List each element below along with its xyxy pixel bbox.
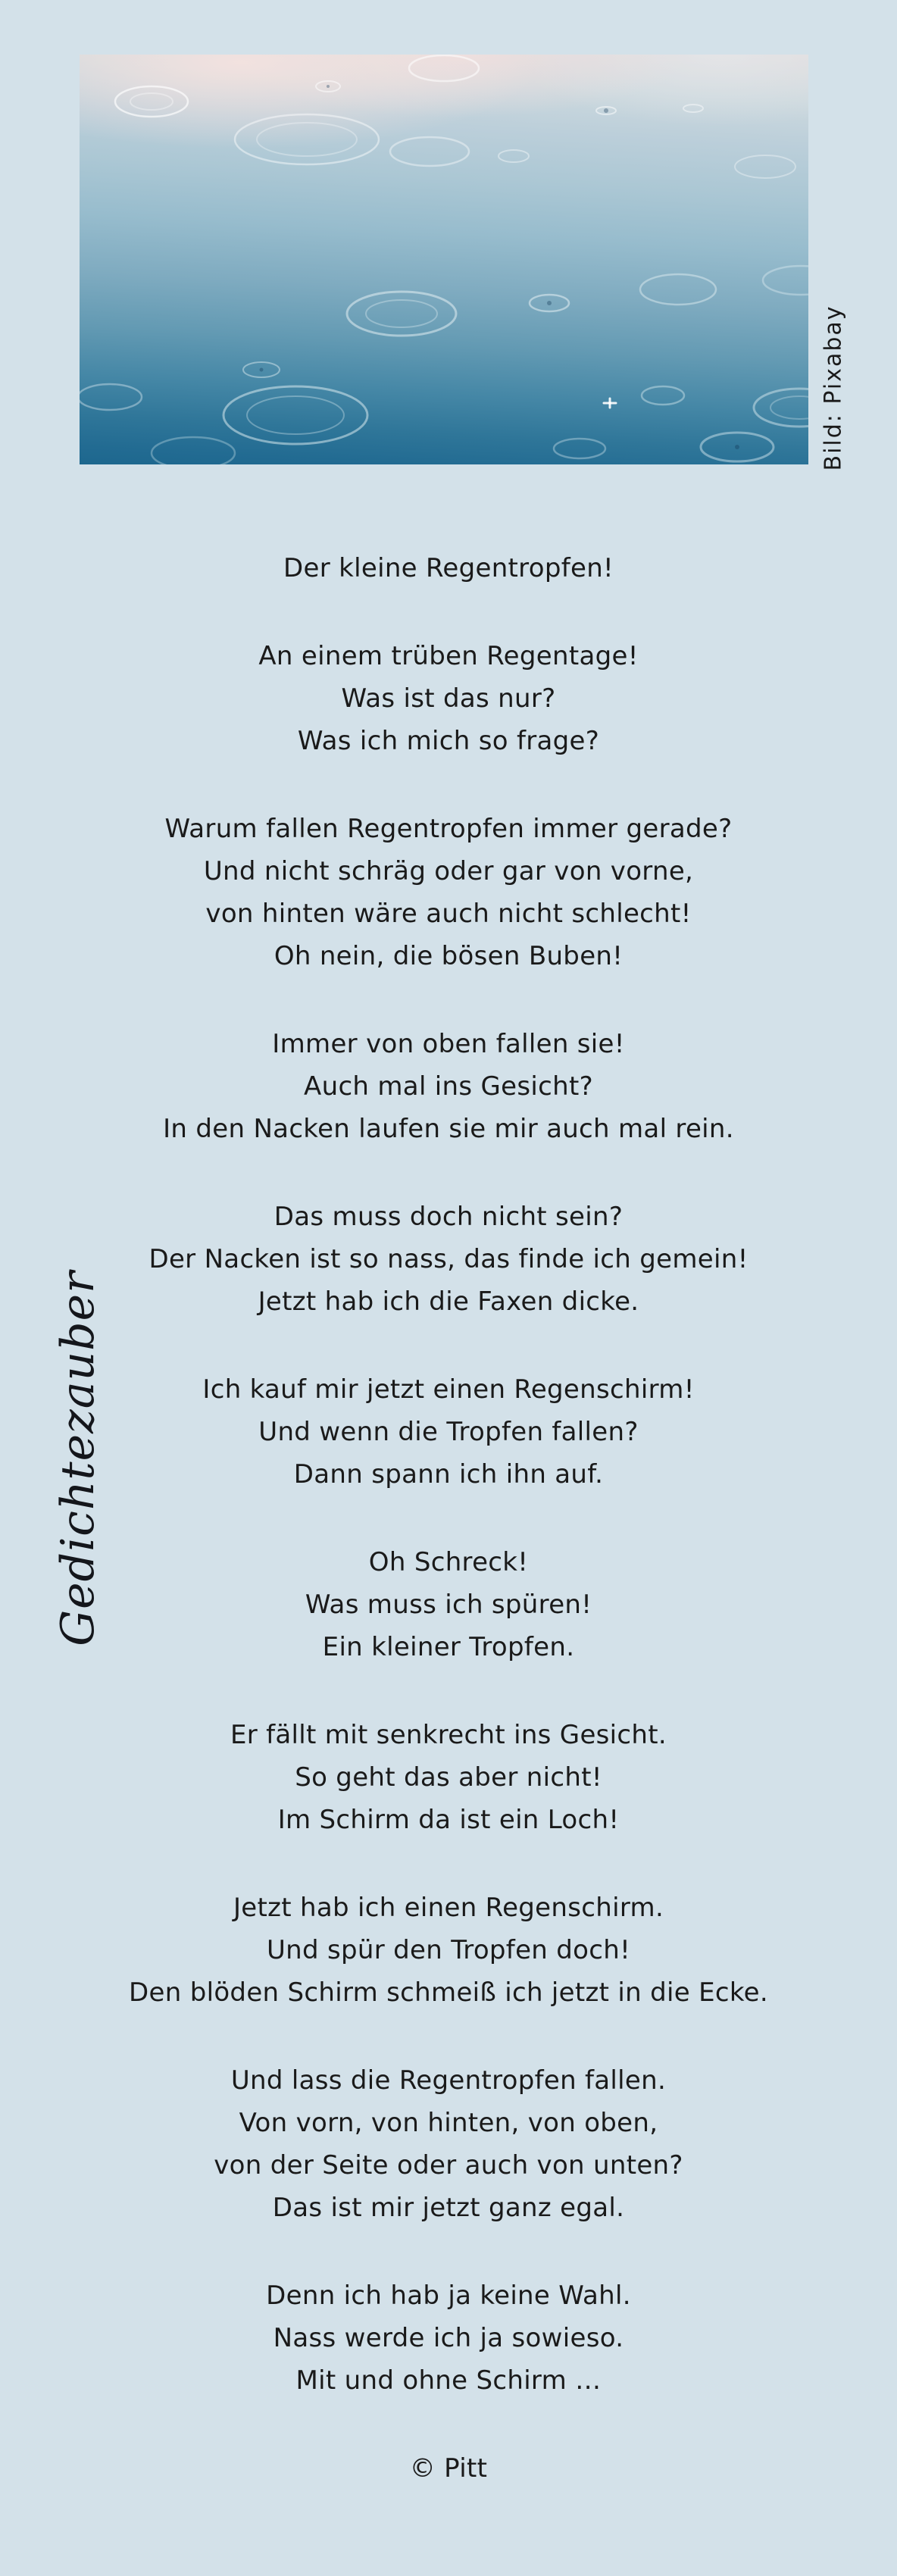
poem-line: Er fällt mit senkrecht ins Gesicht. [230, 1720, 667, 1750]
poem-line: von der Seite oder auch von unten? [214, 2150, 683, 2181]
poem-line: In den Nacken laufen sie mir auch mal rein. [163, 1114, 734, 1144]
poem-line: Den blöden Schirm schmeiß ich jetzt in die Ecke. [129, 1977, 768, 2008]
poem-line: Der Nacken ist so nass, das finde ich gemein! [148, 1244, 749, 1274]
poem-line: Und spür den Tropfen doch! [267, 1935, 630, 1965]
poem-line: Jetzt hab ich einen Regenschirm. [233, 1893, 664, 1923]
poem-signature: © Pitt [409, 2453, 488, 2484]
poem-line: Auch mal ins Gesicht? [304, 1071, 593, 1102]
poem-line: So geht das aber nicht! [295, 1762, 602, 1793]
poem-title: Der kleine Regentropfen! [283, 553, 614, 583]
raindrops-photo [80, 55, 808, 464]
stanza [0, 808, 897, 977]
poem-line: Das ist mir jetzt ganz egal. [272, 2193, 625, 2223]
poem-line: von hinten wäre auch nicht schlecht! [205, 899, 692, 929]
photo-credit: Bild: Pixabay [820, 305, 847, 471]
stanza [0, 1196, 897, 1323]
poem-line: Denn ich hab ja keine Wahl. [266, 2281, 631, 2311]
sparkle-icon [608, 402, 611, 405]
stanza [0, 2274, 897, 2402]
poem-line: Ein kleiner Tropfen. [322, 1632, 575, 1662]
stanza [0, 1368, 897, 1496]
poem-line: Was ist das nur? [341, 683, 556, 714]
stanza [0, 1887, 897, 2014]
poem-line: Im Schirm da ist ein Loch! [277, 1805, 620, 1835]
poem-line: Oh Schreck! [368, 1547, 529, 1577]
poem-line: Von vorn, von hinten, von oben, [239, 2108, 658, 2138]
watermark-signature: Gedichtezauber [52, 1271, 105, 1646]
poem-line: Warum fallen Regentropfen immer gerade? [164, 814, 733, 844]
poem-line: Jetzt hab ich die Faxen dicke. [258, 1286, 639, 1317]
stanza [0, 1023, 897, 1150]
poem-line: Nass werde ich ja sowieso. [273, 2323, 624, 2353]
poem-line: Dann spann ich ihn auf. [293, 1459, 604, 1490]
water-ripples-icon [80, 55, 808, 464]
poem-line: Immer von oben fallen sie! [272, 1029, 625, 1059]
poem-line: Und wenn die Tropfen fallen? [258, 1417, 639, 1447]
poem [0, 547, 897, 2490]
poem-line: Das muss doch nicht sein? [273, 1202, 624, 1232]
poem-line: An einem trüben Regentage! [258, 641, 639, 671]
poem-stanzas [0, 635, 897, 2402]
poem-line: Was muss ich spüren! [305, 1590, 592, 1620]
poem-line: Oh nein, die bösen Buben! [273, 941, 624, 971]
poem-line: Und nicht schräg oder gar von vorne, [203, 856, 694, 886]
poem-line: Mit und ohne Schirm … [295, 2365, 602, 2396]
stanza [0, 635, 897, 762]
poem-line: Was ich mich so frage? [297, 726, 600, 756]
stanza [0, 1541, 897, 1668]
stanza [0, 2059, 897, 2229]
poem-line: Ich kauf mir jetzt einen Regenschirm! [202, 1374, 695, 1405]
poem-line: Und lass die Regentropfen fallen. [230, 2065, 667, 2096]
stanza [0, 1714, 897, 1841]
